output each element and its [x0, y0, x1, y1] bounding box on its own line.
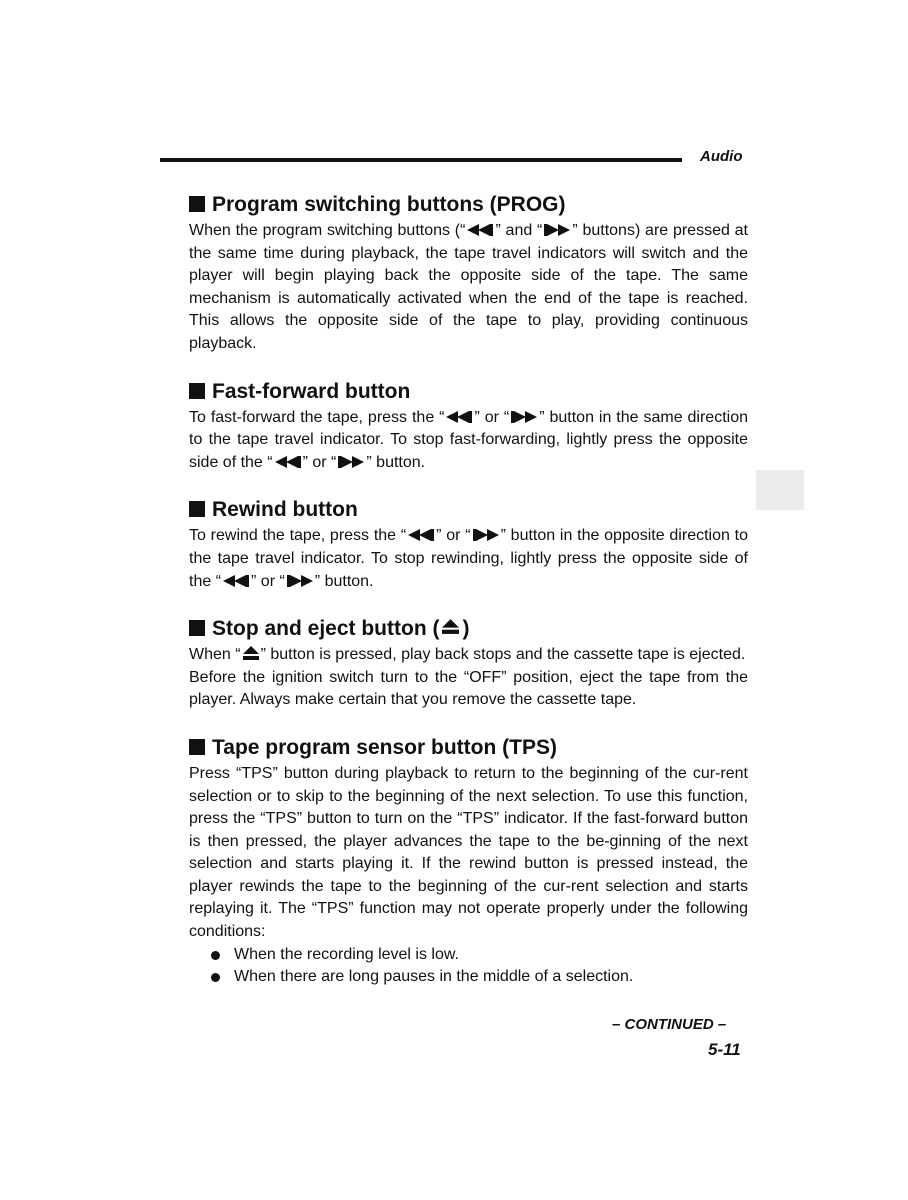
bullet-dot-icon	[211, 973, 220, 982]
paragraph: Press “TPS” button during playback to return to the beginning of the cur-rent selection or to skip to the beginning of the next selection. To use this function, press the “TPS” button to turn on the “TPS” indicator. If the fast-forward button is then pressed, the player advances the tape to the be-ginning of the next selection and starts playing it. If the rewind button is pressed instead, the player rewinds the tape to the beginning of the cur-rent selection and starts replaying it. The “TPS” function may not operate properly under the following conditions:	[189, 764, 748, 941]
condition-list	[189, 944, 748, 989]
fast-forward-icon	[544, 224, 570, 236]
fast-forward-icon	[287, 575, 313, 587]
paragraph: To rewind the tape, press the “ ” or “ ” button in the opposite direction to the tape travel indicator. To stop rewinding, lightly press the opposite side of the “ ” or “ ” button.	[189, 527, 748, 590]
heading-tps: Tape program sensor button (TPS)	[189, 735, 748, 761]
list-item: When the recording level is low.	[211, 944, 748, 967]
square-bullet-icon	[189, 501, 205, 517]
square-bullet-icon	[189, 196, 205, 212]
eject-icon	[243, 646, 259, 660]
list-item: When there are long pauses in the middle of a selection.	[211, 966, 748, 989]
fast-forward-icon	[338, 456, 364, 468]
header-rule	[160, 158, 682, 162]
section-tps	[189, 735, 748, 989]
rewind-icon	[467, 224, 493, 236]
continued-label: – CONTINUED –	[612, 1016, 727, 1033]
rewind-icon	[275, 456, 301, 468]
paragraph: When the program switching buttons (“ ” and “ ” buttons) are pressed at the same time during playback, the tape travel indicators will switch and the player will begin playing back the opposite side of the tape. The same mechanism is automatically activated when the end of the tape is reached. This allows the opposite side of the tape to play, providing continuous playback.	[189, 222, 748, 352]
square-bullet-icon	[189, 620, 205, 636]
section-fast-forward	[189, 379, 748, 475]
paragraph: To fast-forward the tape, press the “ ” or “ ” button in the same direction to the tape travel indicator. To stop fast-forwarding, lightly press the opposite side of the “ ” or “ ” button.	[189, 408, 748, 471]
heading-rewind: Rewind button	[189, 497, 748, 523]
paragraph: When “ ” button is pressed, play back stops and the cassette tape is ejected.	[189, 646, 746, 664]
heading-stop-eject: Stop and eject button ( )	[189, 616, 748, 642]
section-title: Audio	[700, 148, 743, 165]
eject-icon	[442, 619, 459, 634]
section-stop-eject	[189, 616, 748, 712]
fast-forward-icon	[473, 529, 499, 541]
heading-prog: Program switching buttons (PROG)	[189, 192, 748, 218]
bullet-dot-icon	[211, 951, 220, 960]
rewind-icon	[446, 411, 472, 423]
page-number: 5-11	[708, 1040, 741, 1059]
square-bullet-icon	[189, 383, 205, 399]
rewind-icon	[223, 575, 249, 587]
rewind-icon	[408, 529, 434, 541]
section-rewind	[189, 497, 748, 593]
page-content	[189, 192, 748, 1012]
fast-forward-icon	[511, 411, 537, 423]
square-bullet-icon	[189, 739, 205, 755]
section-prog	[189, 192, 748, 356]
heading-fast-forward: Fast-forward button	[189, 379, 748, 405]
paragraph: Before the ignition switch turn to the “OFF” position, eject the tape from the player. Always make certain that you remove the cassette tape.	[189, 668, 748, 709]
side-tab	[756, 470, 804, 510]
